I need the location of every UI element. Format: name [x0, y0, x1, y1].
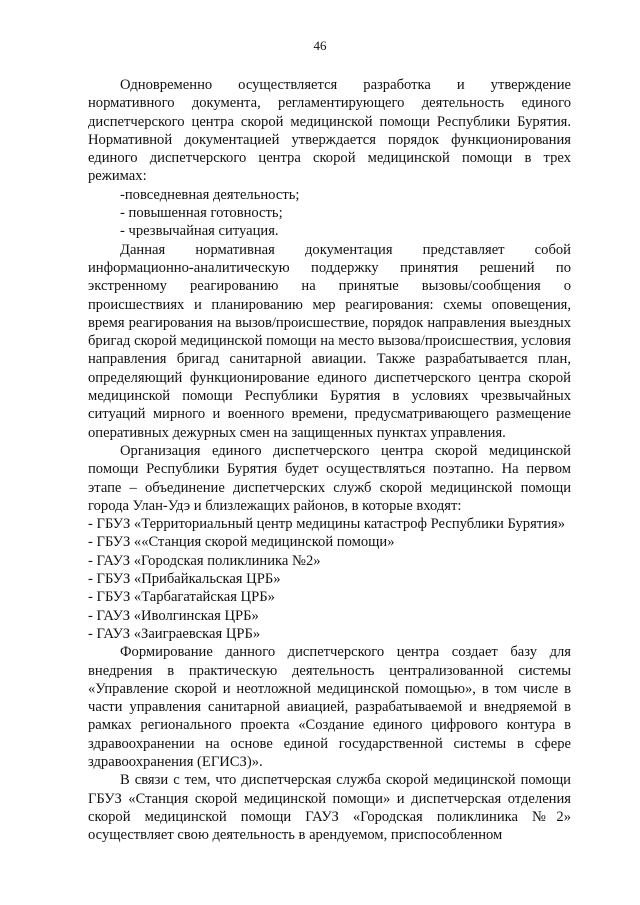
paragraph-documentation: Данная нормативная документация представляет собой информационно-аналитическую поддержку принятия решений по экстренному реагированию на принятые вызовы/сообщения о происшествиях и планированию мер реагирования: схемы оповещения, время реагирования на вызов/происшествие, порядок направления выездных бригад скорой медицинской помощи на место вызова/происшествия, условия направления бригад санитарной авиации. Также разрабатывается план, определяющий функционирование единого диспетчерского центра скорой медицинской помощи Республики Бурятия в условиях чрезвычайных ситуаций мирного и военного времени, предусматривающего размещение оперативных дежурных смен на защищенных пунктах управления. — [88, 241, 571, 441]
paragraph-formation: Формирование данного диспетчерского центра создает базу для внедрения в практическую деятельность централизованной системы «Управление скорой и неотложной медицинской помощью», в том числе в части управления санитарной авиацией, разрабатываемой и внедряемой в рамках регионального проекта «Создание единого цифрового контура в здравоохранении на основе единой государственной системы в сфере здравоохранения (ЕГИСЗ)». — [88, 644, 571, 770]
paragraph-organization: Организация единого диспетчерского центра скорой медицинской помощи Республики Бурятия будет осуществляться поэтапно. На первом этапе – объединение диспетчерских служб скорой медицинской помощи города Улан-Удэ и близлежащих районов, в которые входят: — [88, 442, 571, 514]
organization-item: - ГАУЗ «Городская поликлиника №2» — [88, 552, 321, 569]
organization-item: - ГАУЗ «Иволгинская ЦРБ» — [88, 607, 259, 624]
organization-item: - ГБУЗ «Прибайкальская ЦРБ» — [88, 571, 281, 588]
paragraph-dispatch-service: В связи с тем, что диспетчерская служба скорой медицинской помощи ГБУЗ «Станция скорой медицинской помощи» и диспетчерская отделения скорой медицинской помощи ГАУЗ «Городская поликлиника №2» осуществляет свою деятельность в арендуемом, приспособленном — [88, 772, 571, 844]
mode-item-emergency: - чрезвычайная ситуация. — [120, 223, 279, 240]
organization-item: - ГБУЗ ««Станция скорой медицинской помощи» — [88, 534, 395, 551]
organization-item: - ГБУЗ «Территориальный центр медицины катастроф Республики Бурятия» — [88, 516, 566, 533]
mode-item-alert: - повышенная готовность; — [120, 205, 283, 222]
document-body — [88, 76, 571, 844]
organization-item: - ГАУЗ «Заиграевская ЦРБ» — [88, 625, 261, 642]
organization-item: - ГБУЗ «Тарбагатайская ЦРБ» — [88, 589, 275, 606]
paragraph-intro: Одновременно осуществляется разработка и утверждение нормативного документа, регламентирующего деятельность единого диспетчерского центра скорой медицинской помощи Республики Бурятия. Нормативной документацией утверждается порядок функционирования единого диспетчерского центра скорой медицинской помощи в трех режимах: — [88, 77, 571, 185]
mode-item-daily: -повседневная деятельность; — [120, 186, 300, 203]
page-number: 46 — [313, 38, 327, 53]
